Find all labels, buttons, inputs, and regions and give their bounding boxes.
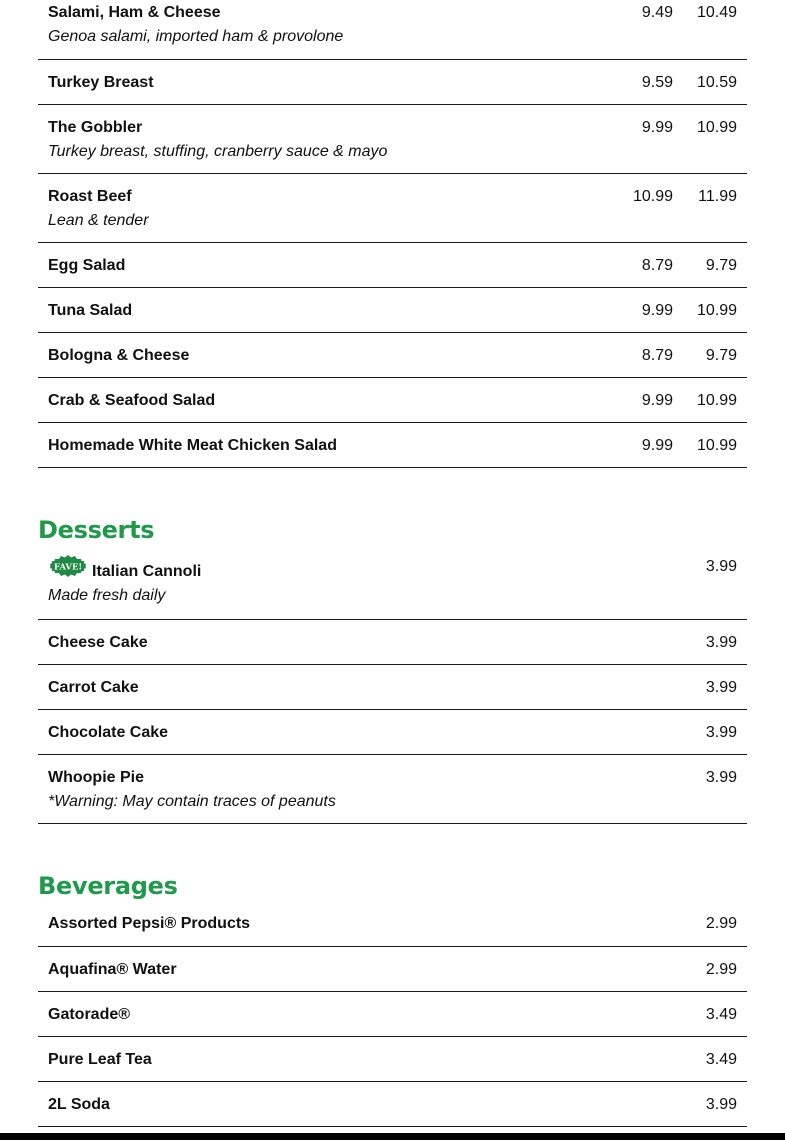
price-large: 10.49 xyxy=(696,4,737,21)
menu-item-row xyxy=(38,992,747,1037)
item-description: Made fresh daily xyxy=(48,587,166,604)
price-small: 9.59 xyxy=(641,74,673,91)
item-name: Egg Salad xyxy=(48,257,126,274)
menu-item-row xyxy=(38,243,747,288)
price-large: 10.59 xyxy=(696,74,737,91)
price-large: 10.99 xyxy=(696,392,737,409)
item-price: 3.49 xyxy=(705,1051,737,1068)
menu-item-row xyxy=(38,105,747,174)
item-name: The Gobbler xyxy=(48,119,143,136)
item-price: 3.99 xyxy=(705,724,737,741)
price-small: 8.79 xyxy=(641,347,673,364)
price-small: 8.79 xyxy=(641,257,673,274)
item-description: *Warning: May contain traces of peanuts xyxy=(48,793,336,810)
price-large: 9.79 xyxy=(705,347,737,364)
menu-item-row xyxy=(38,333,747,378)
menu-item-row xyxy=(38,174,747,243)
fave-badge-icon xyxy=(48,555,88,577)
badge-label: FAVE! xyxy=(53,562,83,573)
price-large: 10.99 xyxy=(696,119,737,136)
item-name: Crab & Seafood Salad xyxy=(48,392,216,409)
item-price: 2.99 xyxy=(705,915,737,932)
menu-item-row xyxy=(38,0,747,60)
menu-item-row xyxy=(38,620,747,665)
menu-item-row xyxy=(38,378,747,423)
menu-item-row xyxy=(38,1037,747,1082)
menu-item-row xyxy=(38,423,747,468)
price-large: 11.99 xyxy=(698,188,737,205)
item-price: 3.99 xyxy=(705,1096,737,1113)
item-name: Tuna Salad xyxy=(48,302,133,319)
item-price: 3.99 xyxy=(705,679,737,696)
price-small: 9.49 xyxy=(641,4,673,21)
price-small: 9.99 xyxy=(641,437,673,454)
item-name: Gatorade® xyxy=(48,1006,131,1023)
item-price: 3.99 xyxy=(705,634,737,651)
item-name: Whoopie Pie xyxy=(48,769,144,786)
menu-item-row xyxy=(38,710,747,755)
item-description: Lean & tender xyxy=(48,212,149,229)
price-small: 9.99 xyxy=(641,302,673,319)
item-name: 2L Soda xyxy=(48,1096,110,1113)
menu-item-row xyxy=(38,545,747,620)
item-price: 2.99 xyxy=(705,961,737,978)
menu-item-row xyxy=(38,288,747,333)
item-name: Salami, Ham & Cheese xyxy=(48,4,221,21)
item-name: Aquafina® Water xyxy=(48,961,177,978)
item-name: Roast Beef xyxy=(48,188,132,205)
menu-item-row xyxy=(38,1082,747,1127)
menu-item-row xyxy=(38,755,747,824)
price-large: 10.99 xyxy=(696,302,737,319)
section-title-beverages: Beverages xyxy=(38,872,178,900)
item-description: Turkey breast, stuffing, cranberry sauce & mayo xyxy=(48,143,388,160)
item-name: Bologna & Cheese xyxy=(48,347,190,364)
item-name: Pure Leaf Tea xyxy=(48,1051,152,1068)
price-small: 9.99 xyxy=(641,392,673,409)
item-price: 3.49 xyxy=(705,1006,737,1023)
item-name: Turkey Breast xyxy=(48,74,154,91)
menu-item-row xyxy=(38,60,747,105)
section-title-desserts: Desserts xyxy=(38,516,155,544)
price-large: 10.99 xyxy=(696,437,737,454)
item-name: Chocolate Cake xyxy=(48,724,169,741)
item-name: Homemade White Meat Chicken Salad xyxy=(48,437,337,454)
item-name: Italian Cannoli xyxy=(92,563,202,580)
bottom-bar xyxy=(0,1133,785,1140)
price-large: 9.79 xyxy=(705,257,737,274)
item-description: Genoa salami, imported ham & provolone xyxy=(48,28,344,45)
item-name: Cheese Cake xyxy=(48,634,148,651)
item-name: Carrot Cake xyxy=(48,679,139,696)
item-name: Assorted Pepsi® Products xyxy=(48,915,251,932)
item-price: 3.99 xyxy=(705,558,737,575)
item-price: 3.99 xyxy=(705,769,737,786)
price-small: 9.99 xyxy=(641,119,673,136)
menu-item-row xyxy=(38,947,747,992)
menu-item-row xyxy=(38,902,747,947)
price-small: 10.99 xyxy=(632,188,673,205)
menu-item-row xyxy=(38,665,747,710)
